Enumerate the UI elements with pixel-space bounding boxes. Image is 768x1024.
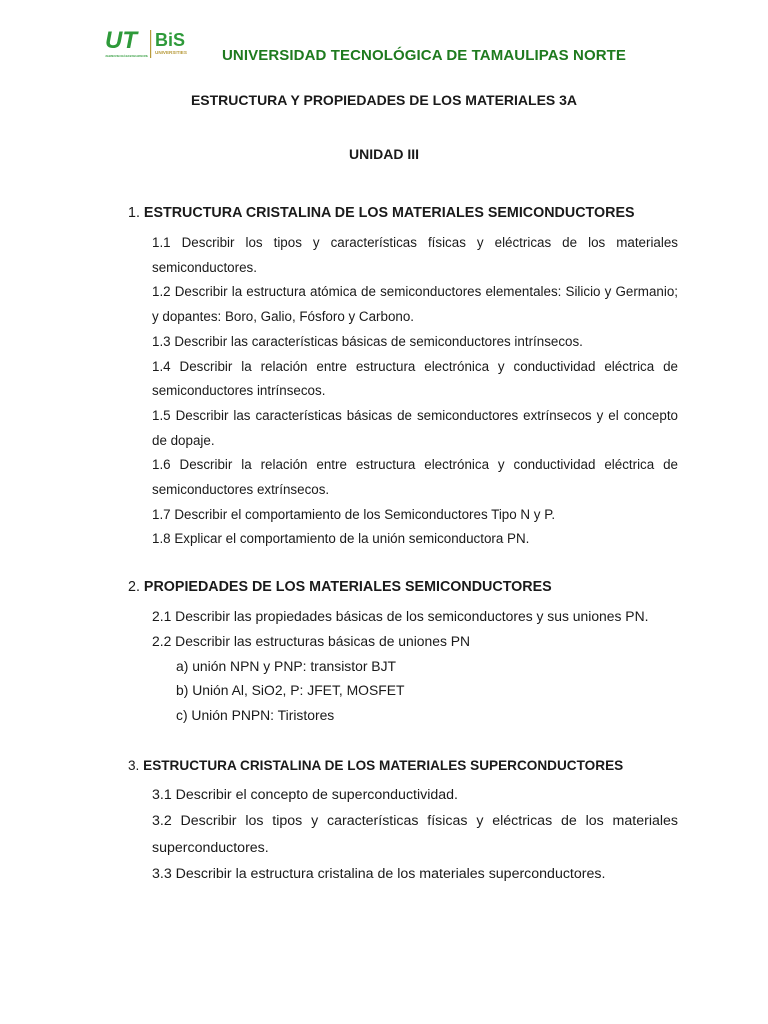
logo-divider bbox=[150, 30, 151, 58]
university-logo bbox=[104, 26, 204, 62]
section-title: PROPIEDADES DE LOS MATERIALES SEMICONDUCTORES bbox=[143, 579, 552, 595]
list-item: 3.3 Describir la estructura cristalina de los materiales superconductores. bbox=[152, 865, 606, 882]
university-name: UNIVERSIDAD TECNOLÓGICA DE TAMAULIPAS NORTE bbox=[222, 47, 627, 64]
list-item: 3.1 Describir el concepto de superconductividad. bbox=[152, 787, 458, 803]
sub-list-item: c) Unión PNPN: Tiristores bbox=[176, 707, 335, 724]
list-item: 1.4 Describir la relación entre estructura electrónica y conductividad eléctrica de semiconductores intrínsecos. bbox=[152, 358, 678, 399]
sub-list-item: a) unión NPN y PNP: transistor BJT bbox=[176, 657, 397, 674]
section-1-heading bbox=[128, 205, 635, 221]
section-3-heading bbox=[128, 758, 623, 773]
section-title: ESTRUCTURA CRISTALINA DE LOS MATERIALES SEMICONDUCTORES bbox=[143, 205, 635, 221]
list-item: 1.1 Describir los tipos y características físicas y eléctricas de los materiales semiconductores. bbox=[152, 235, 678, 275]
section-number: 1. bbox=[128, 205, 140, 221]
logo-bis-text: BiS bbox=[155, 30, 186, 50]
list-item: 1.3 Describir las características básicas de semiconductores intrínsecos. bbox=[152, 333, 583, 349]
sub-list-item: b) Unión Al, SiO2, P: JFET, MOSFET bbox=[176, 682, 405, 699]
section-number: 3. bbox=[128, 758, 140, 773]
section-number: 2. bbox=[128, 579, 140, 595]
logo-ut-subtext: UNIVERSIDAD TECNOLÓGICA DE TAMAULIPAS NORTE bbox=[105, 55, 148, 58]
unit-title: UNIDAD III bbox=[349, 146, 419, 162]
course-title: ESTRUCTURA Y PROPIEDADES DE LOS MATERIALES 3A bbox=[190, 92, 578, 108]
section-2-items bbox=[152, 604, 678, 728]
section-title: ESTRUCTURA CRISTALINA DE LOS MATERIALES SUPERCONDUCTORES bbox=[143, 758, 624, 773]
list-item: 2.1 Describir las propiedades básicas de los semiconductores y sus uniones PN. bbox=[152, 608, 649, 624]
page-header bbox=[0, 0, 768, 90]
list-item: 1.8 Explicar el comportamiento de la unión semiconductora PN. bbox=[152, 531, 530, 547]
list-item: 1.6 Describir la relación entre estructura electrónica y conductividad eléctrica de semiconductores extrínsecos. bbox=[152, 457, 678, 497]
logo-bis-subtext: UNIVERSITIES bbox=[155, 50, 187, 55]
list-item: 2.2 Describir las estructuras básicas de uniones PN bbox=[152, 632, 471, 649]
section-3-items bbox=[152, 782, 678, 887]
section-2-heading bbox=[128, 579, 552, 595]
list-item: 1.5 Describir las características básicas de semiconductores extrínsecos y el concepto de dopaje. bbox=[152, 407, 678, 448]
list-item: 1.2 Describir la estructura atómica de semiconductores elementales: Silicio y Germanio; y dopantes: Boro, Galio, Fósforo y Carbono. bbox=[152, 284, 678, 324]
section-1-items bbox=[152, 231, 678, 552]
list-item: 1.7 Describir el comportamiento de los Semiconductores Tipo N y P. bbox=[152, 506, 556, 522]
logo-ut-text: UT bbox=[105, 27, 137, 54]
list-item: 3.2 Describir los tipos y características físicas y eléctricas de los materiales superconductores. bbox=[152, 813, 678, 856]
